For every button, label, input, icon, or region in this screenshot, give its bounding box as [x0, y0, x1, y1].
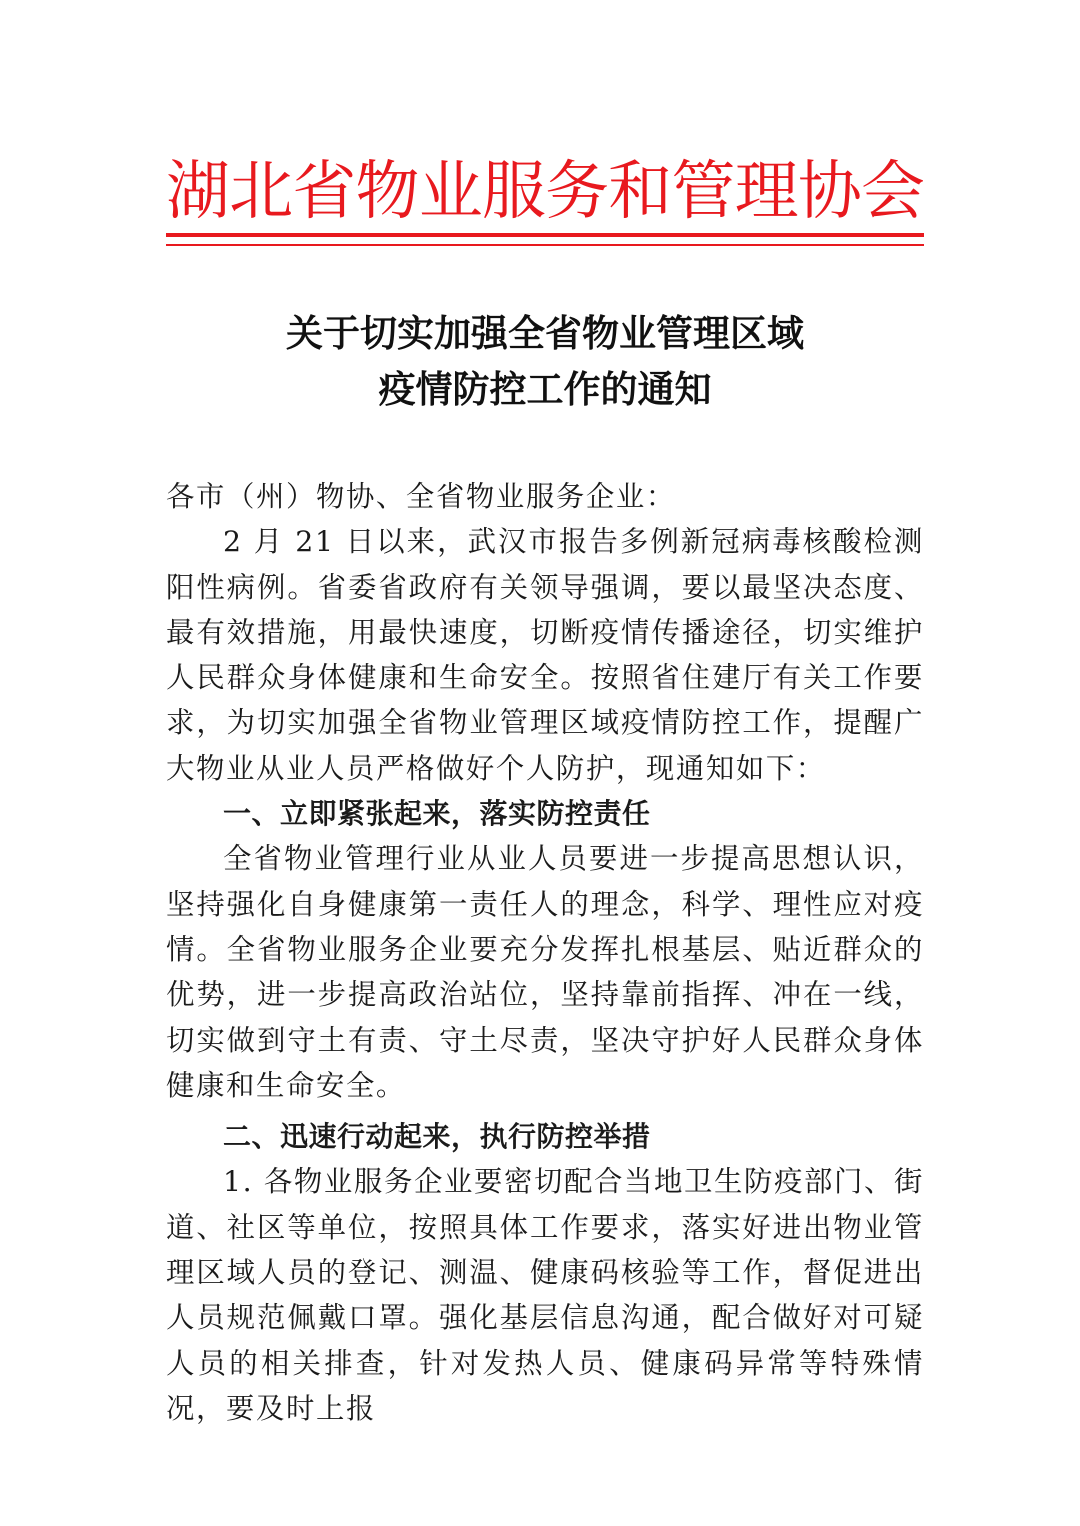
header-red-rule-thin	[166, 244, 924, 246]
section-1-heading: 一、立即紧张起来，落实防控责任	[223, 797, 651, 831]
section-2-item-1: 1. 各物业服务企业要密切配合当地卫生防疫部门、街道、社区等单位，按照具体工作要求，落实好进出物业管理区域人员的登记、测温、健康码核验等工作，督促进出人员规范佩戴口罩。强化基层信息沟通，配合做好对可疑人员的相关排查，针对发热人员、健康码异常等特殊情况，要及时上报	[166, 1165, 924, 1425]
section-2-heading: 二、迅速行动起来，执行防控举措	[223, 1120, 651, 1154]
document-body	[166, 474, 924, 1431]
document-title-line-1: 关于切实加强全省物业管理区域	[286, 311, 804, 355]
organization-header: 湖北省物业服务和管理协会	[166, 155, 924, 229]
intro-paragraph: 2 月 21 日以来，武汉市报告多例新冠病毒核酸检测阳性病例。省委省政府有关领导强调，要以最坚决态度、最有效措施，用最快速度，切断疫情传播途径，切实维护人民群众身体健康和生命安全。按照省住建厅有关工作要求，为切实加强全省物业管理区域疫情防控工作，提醒广大物业从业人员严格做好个人防护，现通知如下：	[166, 525, 924, 785]
header-red-rule-thick	[166, 233, 924, 237]
salutation: 各市（州）物协、全省物业服务企业：	[166, 480, 676, 513]
section-1-paragraph: 全省物业管理行业从业人员要进一步提高思想认识，坚持强化自身健康第一责任人的理念，科学、理性应对疫情。全省物业服务企业要充分发挥扎根基层、贴近群众的优势，进一步提高政治站位，坚持靠前指挥、冲在一线，切实做到守土有责、守土尽责，坚决守护好人民群众身体健康和生命安全。	[166, 842, 924, 1102]
document-title-line-2: 疫情防控工作的通知	[378, 367, 712, 411]
